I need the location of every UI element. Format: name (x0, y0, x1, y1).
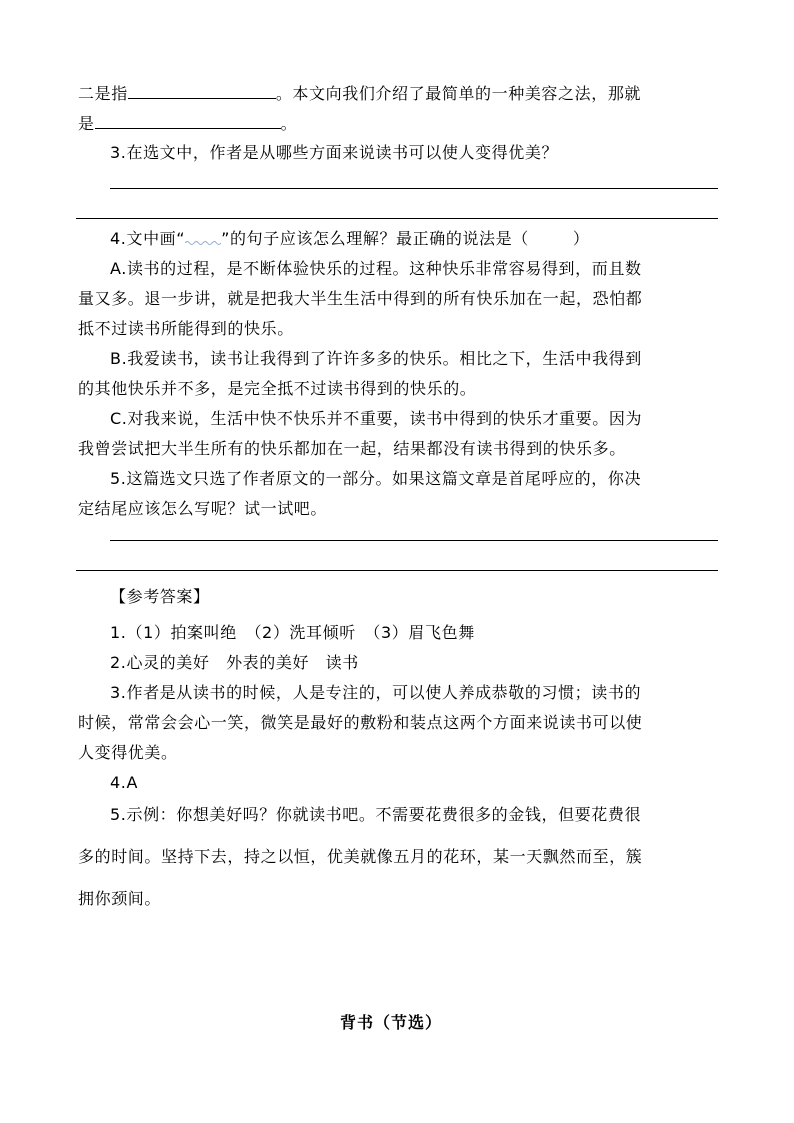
q2-line-1 (78, 82, 641, 105)
answer-1: 1.（1）拍案叫绝 （2）洗耳倾听 （3）眉飞色舞 (110, 623, 475, 642)
q4-question (110, 228, 589, 250)
q2-blank-3[interactable] (95, 112, 281, 129)
answers-heading: 【参考答案】 (110, 587, 210, 606)
q5-answer-line-1[interactable] (110, 540, 718, 541)
answer-5-line-3: 拥你颈间。 (78, 889, 162, 908)
answer-5-line-1: 5.示例：你想美好吗？你就读书吧。不需要花费很多的金钱，但要花费很 (110, 805, 642, 824)
q3-question: 3.在选文中，作者是从哪些方面来说读书可以使人变得优美？ (110, 143, 559, 162)
q4-option-a-line-2: 量又多。退一步讲，就是把我大半生生活中得到的所有快乐加在一起，恐怕都 (78, 289, 643, 308)
q2-line2-post: 。 (280, 114, 298, 133)
q4-option-b-line-1: B.我爱读书，读书让我得到了许许多多的快乐。相比之下，生活中我得到 (110, 349, 642, 368)
q5-line-2: 定结尾应该怎么写呢？试一试吧。 (78, 499, 328, 518)
q4-mid: ”的句子应该怎么理解？最正确的说法是（ (221, 229, 529, 248)
q4-option-c-line-2: 我曾尝试把大半生所有的快乐都加在一起，结果都没有读书得到的快乐多。 (78, 439, 626, 458)
q5-line-1: 5.这篇选文只选了作者原文的一部分。如果这篇文章是首尾呼应的，你决 (110, 469, 642, 488)
answer-4: 4.A (110, 773, 139, 792)
answer-3-line-3: 人变得优美。 (78, 743, 178, 762)
q4-option-b-line-2: 的其他快乐并不多，是完全抵不过读书得到的快乐的。 (78, 379, 477, 398)
q3-answer-line-2[interactable] (76, 218, 718, 219)
q4-pre: 4.文中画“ (110, 229, 186, 248)
q5-answer-line-2[interactable] (76, 570, 718, 571)
answer-5-line-2: 多的时间。坚持下去，持之以恒，优美就像五月的花环，某一天飘然而至，簇 (78, 847, 643, 866)
q2-line1-pre: 二是指 (78, 84, 128, 103)
q2-blank-2[interactable] (128, 82, 276, 99)
q4-choice-blank[interactable] (529, 228, 573, 244)
q4-option-c-line-1: C.对我来说，生活中快不快乐并不重要，读书中得到的快乐才重要。因为 (110, 409, 643, 428)
answer-2: 2.心灵的美好 外表的美好 读书 (110, 653, 359, 672)
q4-option-a-line-1: A.读书的过程，是不断体验快乐的过程。这种快乐非常容易得到，而且数 (110, 259, 642, 278)
answer-3-line-2: 时候，常常会会心一笑，微笑是最好的敷粉和装点这两个方面来说读书可以使 (78, 713, 643, 732)
q2-line2-pre: 是 (78, 114, 95, 133)
q2-line1-post: 。本文向我们介绍了最简单的一种美容之法，那就 (275, 84, 642, 103)
wavy-underline-icon (185, 230, 221, 244)
q3-answer-line-1[interactable] (110, 188, 718, 189)
q4-option-a-line-3: 抵不过读书所能得到的快乐。 (78, 319, 294, 338)
answer-3-line-1: 3.作者是从读书的时候，人是专注的，可以使人养成恭敬的习惯；读书的 (110, 683, 642, 702)
q4-post: ） (572, 229, 590, 248)
q2-line-2 (78, 112, 297, 135)
next-section-title: 背书（节选） (340, 1013, 443, 1032)
